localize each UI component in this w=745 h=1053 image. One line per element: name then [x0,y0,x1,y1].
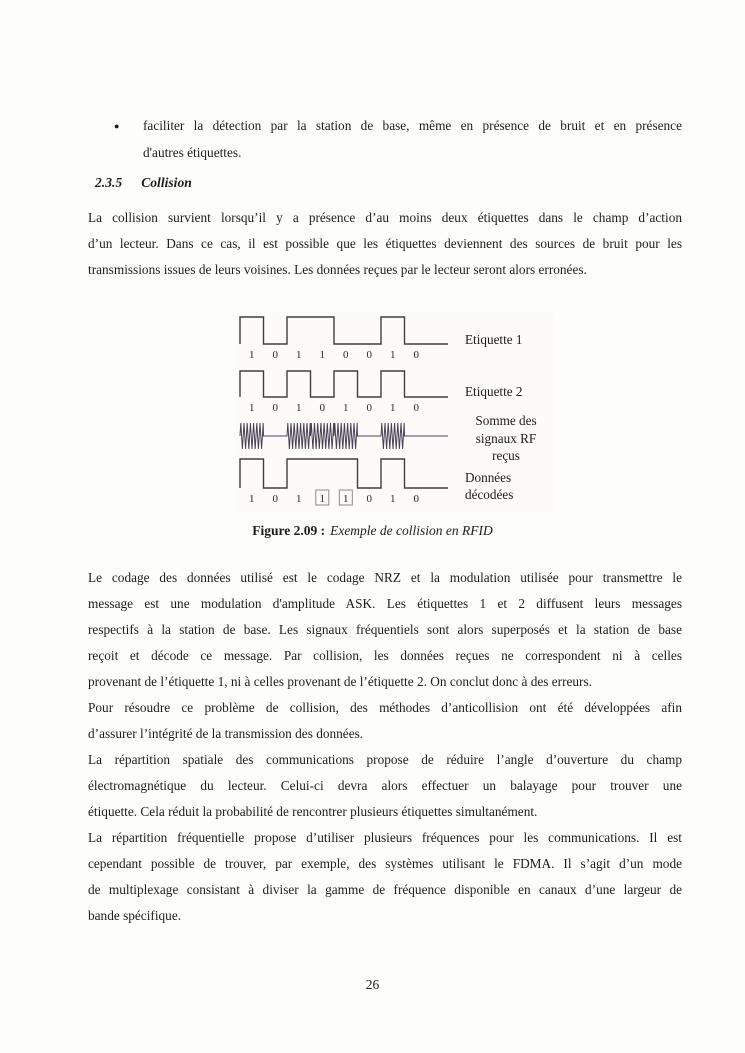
signal-label-line: Etiquette 2 [465,384,523,399]
bit-label: 1 [296,493,302,505]
bit-label: 0 [366,493,373,505]
section-heading [95,175,192,191]
bit-label: 1 [249,402,255,414]
bit-label: 0 [413,402,420,414]
bit-label: 1 [390,349,396,361]
figure-caption-label: Figure 2.09 : [252,523,326,538]
text-line: étiquette. Cela réduit la probabilité de rencontrer plusieurs étiquettes simultanément. [88,804,538,819]
text-line: La répartition spatiale des communications propose de réduire l’angle d’ouverture du champ [88,752,682,767]
signal-label [462,469,550,503]
text-line: Pour résoudre ce problème de collision, des méthodes d’anticollision ont été développées afin [88,700,682,715]
bit-label: 1 [319,349,326,361]
section-title: Collision [141,175,192,190]
bit-label: 1 [249,349,255,361]
body-text [88,565,682,929]
signal-label-line: Etiquette 1 [465,332,523,347]
text-line: électromagnétique du lecteur. Celui-ci devra alors effectuer un balayage pour trouver une [88,778,682,793]
signal-label-line: reçus [492,448,520,463]
section-number: 2.3.5 [95,175,123,190]
bit-label: 0 [272,493,279,505]
bit-label: 0 [413,349,420,361]
bit-label: 0 [272,402,279,414]
nrz-waveform [240,371,448,397]
bit-label: 1 [296,349,302,361]
text-line: Le codage des données utilisé est le codage NRZ et la modulation utilisée pour transmettre le [88,570,682,585]
bullet-item-text [143,112,682,166]
intro-paragraph [88,205,682,283]
bit-label: 0 [366,402,373,414]
paragraph [88,825,682,929]
bit-label: 0 [366,349,373,361]
rf-sum-waveform [240,423,448,449]
text-line: d’un lecteur. Dans ce cas, il est possible que les étiquettes deviennent des sources de bruit pour les [88,236,682,251]
bullet-icon: ● [114,121,120,131]
signal-label-line: décodées [465,487,514,502]
text-line: bande spécifique. [88,908,182,923]
figure-caption-text: Exemple de collision en RFID [330,523,493,538]
text-line: cependant possible de trouver, par exemple, des systèmes utilisant le FDMA. Il s’agit d’un mode [88,856,682,871]
paragraph [88,747,682,825]
text-line: message est une modulation d'amplitude ASK. Les étiquettes 1 et 2 diffusent leurs messages [88,596,682,611]
text-line: provenant de l’étiquette 1, ni à celles provenant de l’étiquette 2. On conclut donc à des erreurs. [88,674,592,689]
text-line: La collision survient lorsqu’il y a présence d’au moins deux étiquettes dans le champ d’action [88,210,682,225]
page-number: 26 [365,977,380,992]
text-line: d'autres étiquettes. [143,145,242,160]
text-line: respectifs à la station de base. Les signaux fréquentiels sont alors superposés et la station de base [88,622,682,637]
figure-signal-labels [462,311,552,511]
signal-label-line: Données [465,470,512,485]
text-line: faciliter la détection par la station de base, même en présence de bruit et en présence [143,118,682,133]
nrz-waveform [240,317,448,344]
paragraph [88,695,682,747]
bit-label: 1 [390,493,396,505]
figure-collision-diagram [236,311,554,511]
signal-label [462,331,550,348]
signal-label-line: signaux RF [475,430,537,446]
text-line: transmissions issues de leurs voisines. Les données reçues par le lecteur seront alors erronées. [88,262,587,277]
bit-label: 1 [390,402,396,414]
bit-label: 1 [296,402,302,414]
figure-caption [0,523,745,539]
text-line: La répartition fréquentielle propose d’utiliser plusieurs fréquences pour les communications. Il est [88,830,682,845]
bit-label: 1 [249,493,255,505]
signal-label [462,412,550,465]
bit-label: 0 [413,493,420,505]
bit-label: 1 [343,493,349,505]
text-line: reçoit et décode ce message. Par collision, les données reçues ne correspondent ni à celles [88,648,682,663]
bit-label: 1 [319,493,326,505]
paragraph [88,565,682,695]
nrz-waveform [240,459,448,488]
signal-label [462,383,550,400]
text-line: de multiplexage consistant à diviser la gamme de fréquence disponible en canaux d’une largeur de [88,882,682,897]
signal-label-line: Somme des [475,413,537,428]
bit-label: 0 [343,349,349,361]
bit-label: 0 [319,402,326,414]
waveform-diagram [236,311,450,511]
bit-label: 0 [272,349,279,361]
bit-label: 1 [343,402,349,414]
text-line: d’assurer l’intégrité de la transmission des données. [88,726,364,741]
